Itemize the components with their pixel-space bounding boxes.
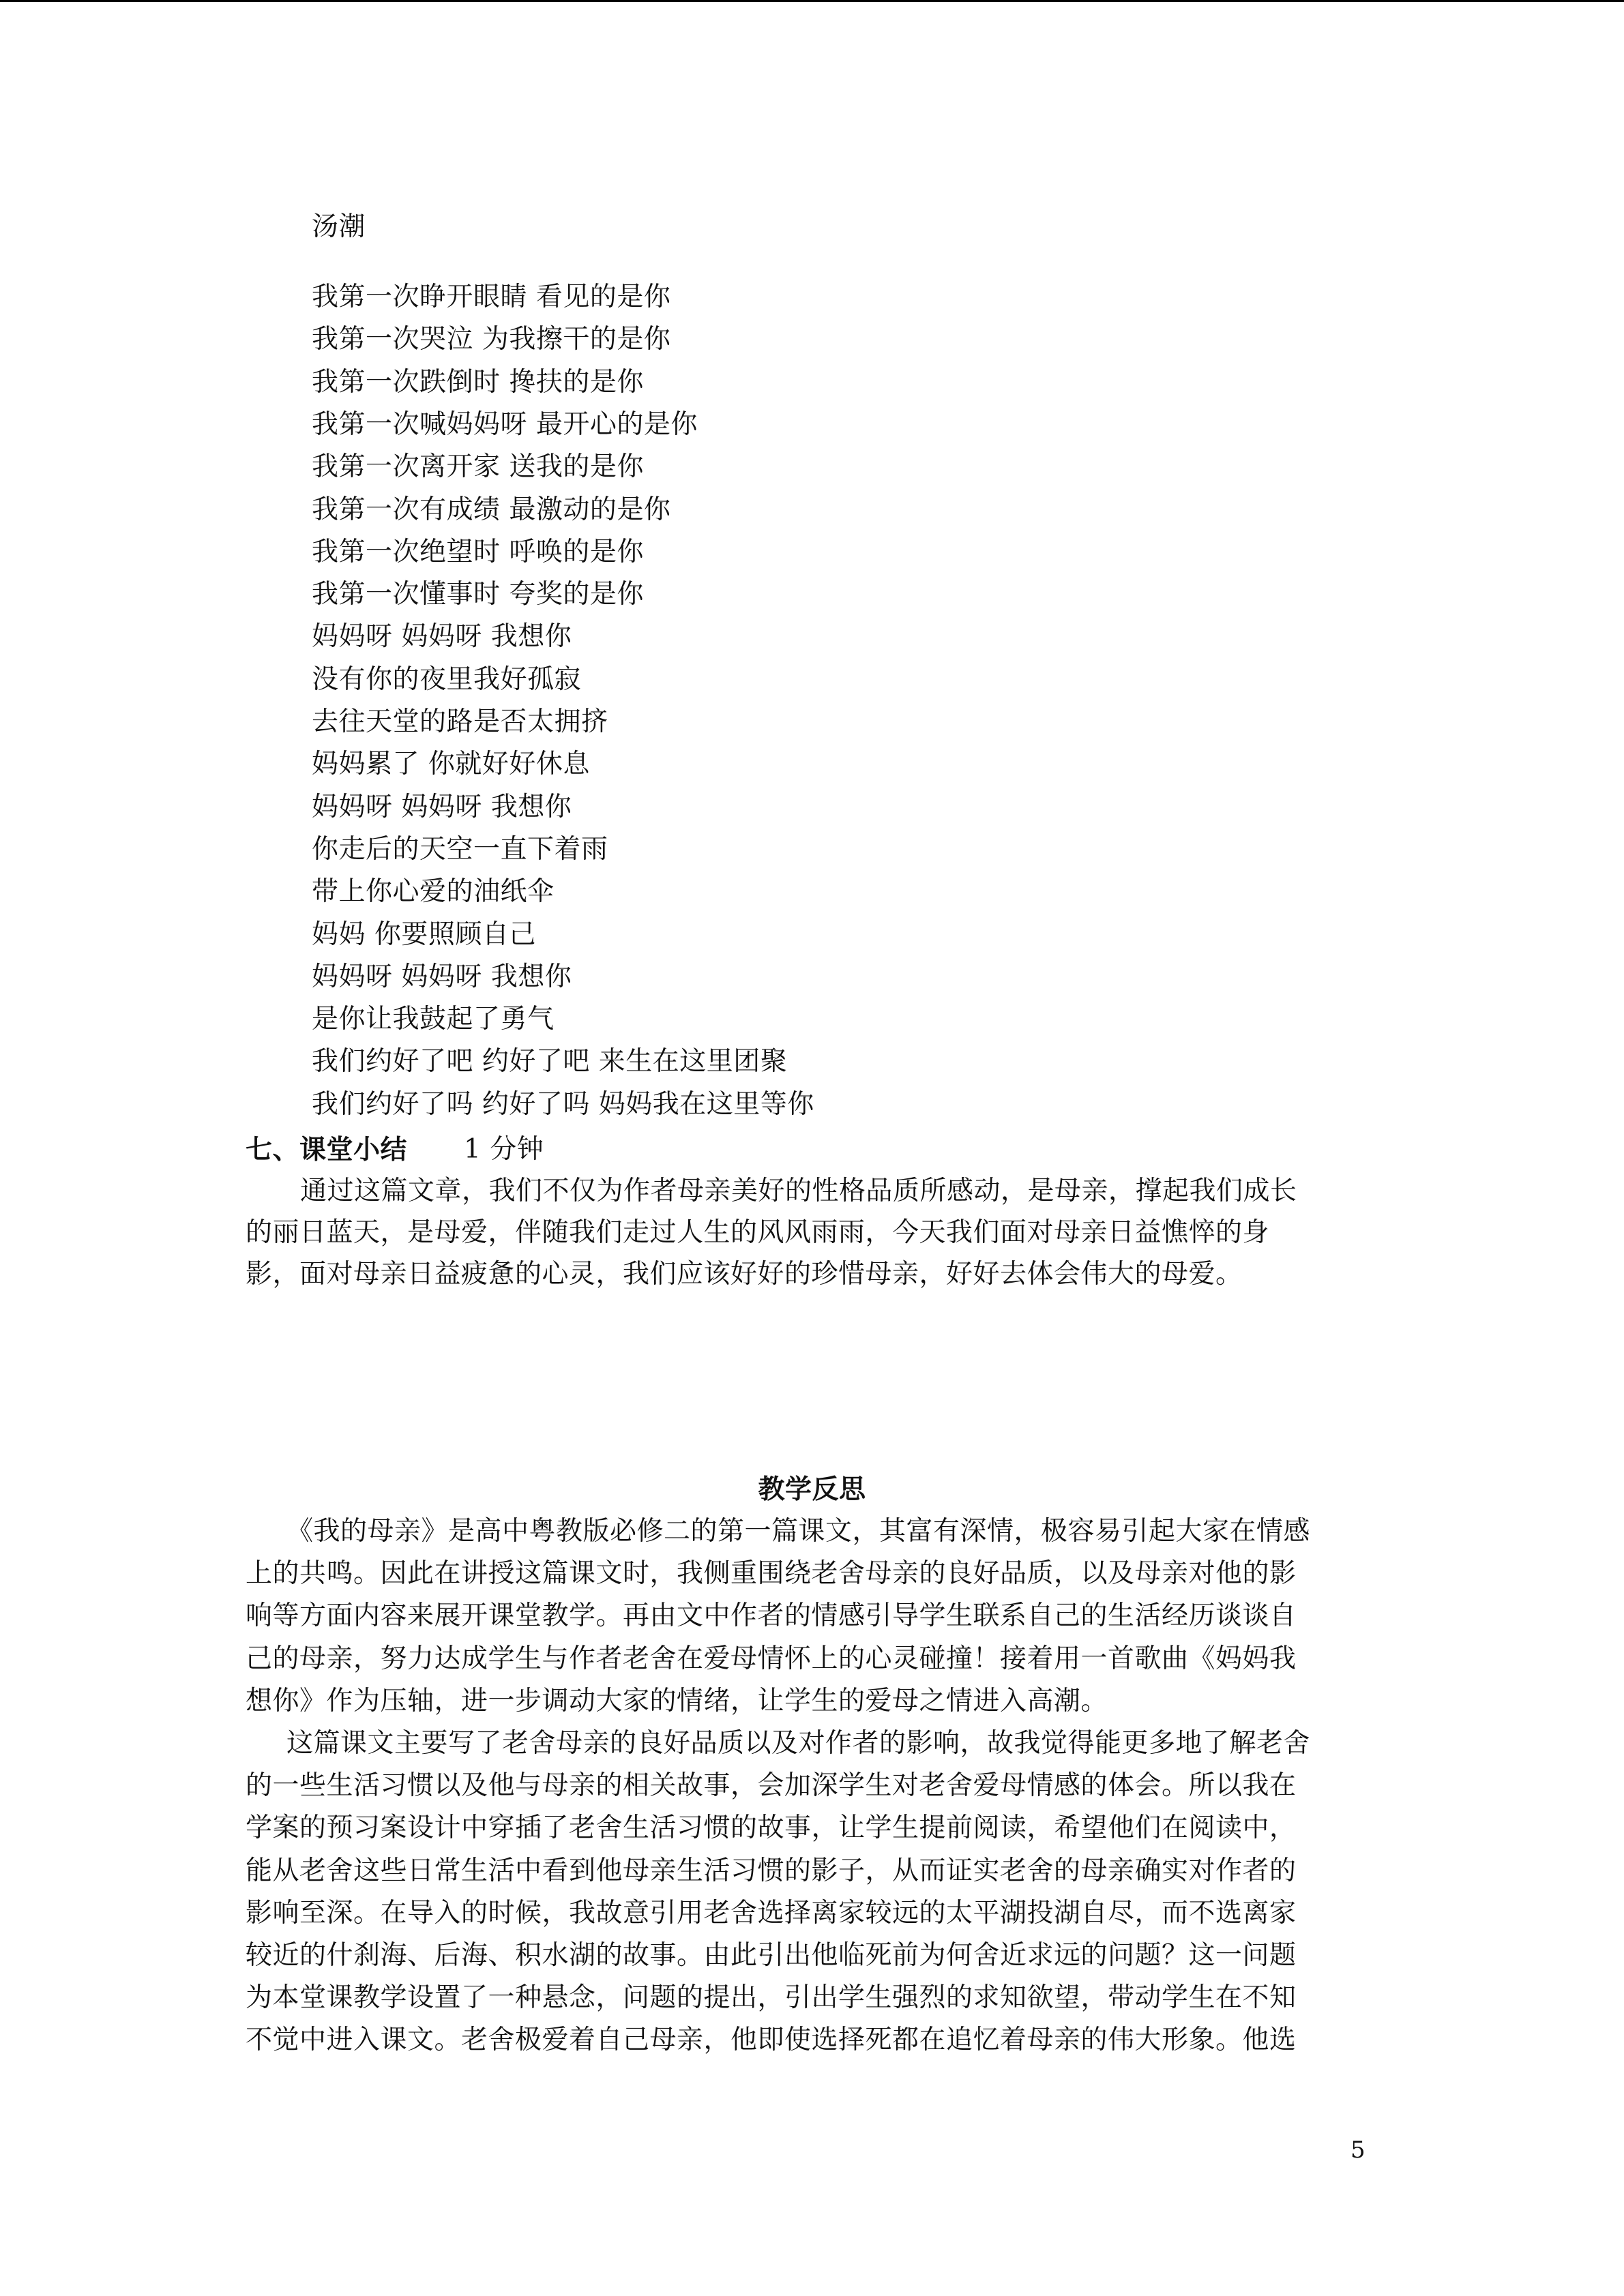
lyric-line: 妈妈呀 妈妈呀 我想你 bbox=[312, 791, 572, 822]
lyric-line: 妈妈呀 妈妈呀 我想你 bbox=[312, 621, 572, 653]
lyric-line: 我第一次哭泣 为我擦干的是你 bbox=[312, 324, 671, 355]
reflection-title: 教学反思 bbox=[758, 1474, 866, 1505]
reflection-line: 《我的母亲》是高中粤教版必修二的第一篇课文，其富有深情，极容易引起大家在情感 bbox=[286, 1516, 1311, 1547]
reflection-line: 较近的什刹海、后海、积水湖的故事。由此引出他临死前为何舍近求远的问题？这一问题 bbox=[246, 1940, 1297, 1971]
lyric-line: 我们约好了吗 约好了吗 妈妈我在这里等你 bbox=[312, 1088, 814, 1120]
lyric-line: 妈妈累了 你就好好休息 bbox=[312, 749, 590, 780]
reflection-line: 想你》作为压轴，进一步调动大家的情绪，让学生的爱母之情进入高潮。 bbox=[246, 1685, 1108, 1716]
reflection-line: 上的共鸣。因此在讲授这篇课文时，我侧重围绕老舍母亲的良好品质，以及母亲对他的影 bbox=[246, 1558, 1297, 1590]
lyric-line: 去往天堂的路是否太拥挤 bbox=[312, 706, 608, 737]
reflection-line: 这篇课文主要写了老舍母亲的良好品质以及对作者的影响，故我觉得能更多地了解老舍 bbox=[286, 1728, 1311, 1759]
lyric-line: 带上你心爱的油纸伞 bbox=[312, 876, 555, 908]
reflection-line: 响等方面内容来展开课堂教学。再由文中作者的情感引导学生联系自己的生活经历谈谈自 bbox=[246, 1600, 1297, 1632]
reflection-line: 影响至深。在导入的时候，我故意引用老舍选择离家较远的太平湖投湖自尽，而不选离家 bbox=[246, 1897, 1297, 1928]
lyric-line: 没有你的夜里我好孤寂 bbox=[312, 664, 582, 695]
summary-line: 影，面对母亲日益疲惫的心灵，我们应该好好的珍惜母亲，好好去体会伟大的母爱。 bbox=[246, 1259, 1243, 1289]
lyric-line: 我们约好了吧 约好了吧 来生在这里团聚 bbox=[312, 1046, 788, 1077]
lyric-line: 我第一次有成绩 最激动的是你 bbox=[312, 494, 671, 525]
reflection-line: 为本堂课教学设置了一种悬念，问题的提出，引出学生强烈的求知欲望，带动学生在不知 bbox=[246, 1982, 1297, 2014]
lyric-line: 我第一次绝望时 呼唤的是你 bbox=[312, 536, 644, 567]
summary-line: 的丽日蓝天，是母爱，伴随我们走过人生的风风雨雨，今天我们面对母亲日益憔悴的身 bbox=[246, 1217, 1270, 1248]
reflection-line: 能从老舍这些日常生活中看到他母亲生活习惯的影子，从而证实老舍的母亲确实对作者的 bbox=[246, 1855, 1297, 1886]
page-number: 5 bbox=[1350, 2136, 1365, 2164]
lyric-line: 我第一次懂事时 夸奖的是你 bbox=[312, 579, 644, 610]
lyric-line: 是你让我鼓起了勇气 bbox=[312, 1004, 555, 1035]
lyric-line: 我第一次喊妈妈呀 最开心的是你 bbox=[312, 408, 698, 440]
summary-heading: 七、课堂小结 bbox=[246, 1134, 408, 1165]
lyric-line: 我第一次睁开眼睛 看见的是你 bbox=[312, 282, 671, 312]
song-author: 汤潮 bbox=[312, 211, 366, 242]
lyric-line: 妈妈呀 妈妈呀 我想你 bbox=[312, 961, 572, 992]
lyric-line: 我第一次离开家 送我的是你 bbox=[312, 451, 644, 483]
reflection-line: 不觉中进入课文。老舍极爱着自己母亲，他即使选择死都在追忆着母亲的伟大形象。他选 bbox=[246, 2025, 1297, 2056]
reflection-line: 的一些生活习惯以及他与母亲的相关故事，会加深学生对老舍爱母情感的体会。所以我在 bbox=[246, 1770, 1297, 1802]
lyric-line: 你走后的天空一直下着雨 bbox=[312, 833, 608, 865]
lyric-line: 我第一次跌倒时 搀扶的是你 bbox=[312, 366, 644, 398]
reflection-line: 己的母亲，努力达成学生与作者老舍在爱母情怀上的心灵碰撞！接着用一首歌曲《妈妈我 bbox=[246, 1643, 1297, 1674]
reflection-line: 学案的预习案设计中穿插了老舍生活习惯的故事，让学生提前阅读，希望他们在阅读中， bbox=[246, 1813, 1297, 1844]
summary-duration: 1 分钟 bbox=[464, 1134, 544, 1165]
lyric-line: 妈妈 你要照顾自己 bbox=[312, 919, 536, 950]
summary-line: 通过这篇文章，我们不仅为作者母亲美好的性格品质所感动，是母亲，撑起我们成长 bbox=[300, 1176, 1297, 1206]
